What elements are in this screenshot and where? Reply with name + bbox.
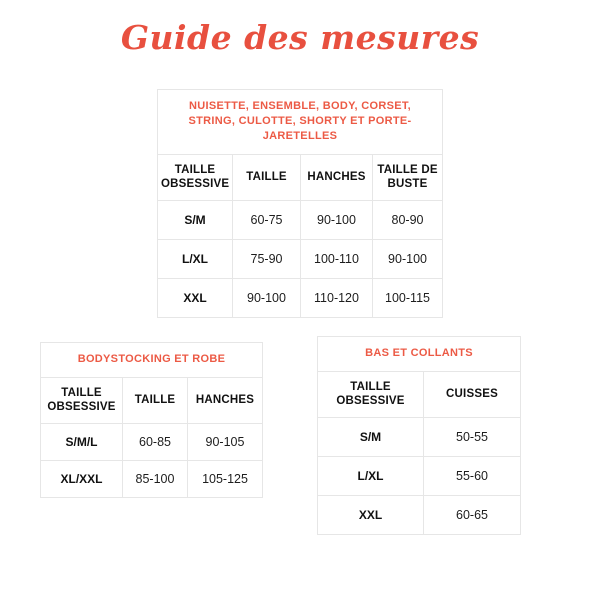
cell-size: L/XL (318, 457, 424, 496)
cell-buste: 80-90 (373, 201, 443, 240)
cell-size: S/M (318, 418, 424, 457)
table-header-row (318, 372, 521, 418)
table-header-row (158, 155, 443, 201)
table-category-row (318, 337, 521, 372)
cell-taille: 60-85 (123, 424, 188, 461)
column-header-hanches: HANCHES (301, 155, 373, 201)
cell-hanches: 110-120 (301, 279, 373, 318)
table-header-row (41, 378, 263, 424)
table-category-title: NUISETTE, ENSEMBLE, BODY, CORSET, STRING, CULOTTE, SHORTY ET PORTE-JARETELLES (158, 90, 443, 155)
table-category-title: BODYSTOCKING ET ROBE (41, 343, 263, 378)
size-table-bas-collants (317, 336, 521, 535)
cell-cuisses: 50-55 (424, 418, 521, 457)
table-category-title: BAS ET COLLANTS (318, 337, 521, 372)
cell-hanches: 100-110 (301, 240, 373, 279)
column-header-hanches: HANCHES (188, 378, 263, 424)
cell-size: XL/XXL (41, 461, 123, 498)
cell-taille: 60-75 (233, 201, 301, 240)
cell-cuisses: 55-60 (424, 457, 521, 496)
table-row (158, 201, 443, 240)
page-title: Guide des mesures (120, 18, 480, 57)
column-header-taille-obsessive: TAILLE OBSESSIVE (158, 155, 233, 201)
cell-buste: 90-100 (373, 240, 443, 279)
table-category-row (158, 90, 443, 155)
column-header-taille: TAILLE (233, 155, 301, 201)
cell-hanches: 105-125 (188, 461, 263, 498)
cell-hanches: 90-105 (188, 424, 263, 461)
cell-size: XXL (158, 279, 233, 318)
cell-size: L/XL (158, 240, 233, 279)
cell-hanches: 90-100 (301, 201, 373, 240)
table-category-row (41, 343, 263, 378)
table-row (158, 240, 443, 279)
cell-taille: 90-100 (233, 279, 301, 318)
table-row (41, 461, 263, 498)
table-row (318, 496, 521, 535)
cell-taille: 85-100 (123, 461, 188, 498)
size-table-bodystocking (40, 342, 263, 498)
size-table-nuisette (157, 89, 443, 318)
column-header-taille-obsessive: TAILLE OBSESSIVE (318, 372, 424, 418)
column-header-taille-obsessive: TAILLE OBSESSIVE (41, 378, 123, 424)
table-row (41, 424, 263, 461)
cell-taille: 75-90 (233, 240, 301, 279)
column-header-taille: TAILLE (123, 378, 188, 424)
cell-buste: 100-115 (373, 279, 443, 318)
table-row (318, 457, 521, 496)
cell-size: XXL (318, 496, 424, 535)
column-header-cuisses: CUISSES (424, 372, 521, 418)
table-row (318, 418, 521, 457)
cell-size: S/M/L (41, 424, 123, 461)
cell-size: S/M (158, 201, 233, 240)
table-row (158, 279, 443, 318)
cell-cuisses: 60-65 (424, 496, 521, 535)
column-header-taille-de-buste: TAILLE DE BUSTE (373, 155, 443, 201)
